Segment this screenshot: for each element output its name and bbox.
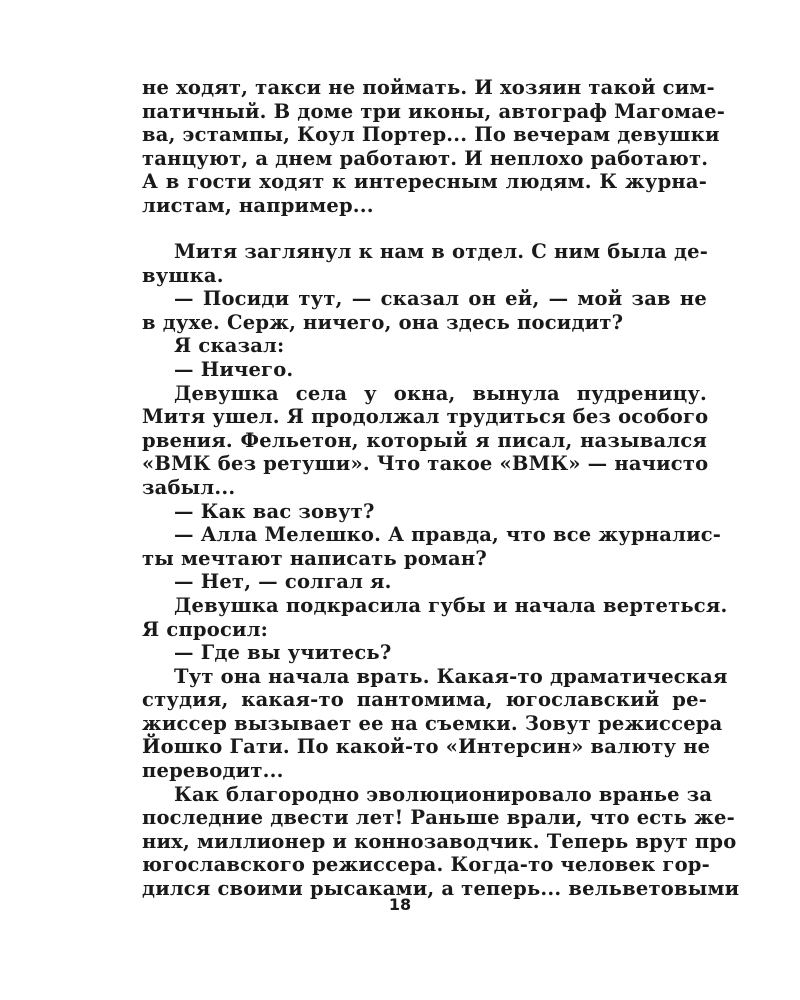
- text-line: жиссер вызывает ее на съемки. Зовут режиссера: [142, 711, 723, 735]
- text-line: вушка.: [142, 263, 224, 287]
- text-line: Йошко Гати. По какой-то «Интерсин» валюту не: [142, 735, 711, 759]
- text-line: Митя заглянул к нам в отдел. С ним была де-: [174, 240, 709, 263]
- text-line: последние двести лет! Раньше врали, что есть же-: [142, 806, 735, 830]
- text-line: Девушка подкрасила губы и начала вертеться.: [174, 593, 728, 617]
- text-line: югославского режиссера. Когда-то человек гор-: [142, 853, 710, 877]
- text-line: ты мечтают написать роман?: [142, 546, 487, 570]
- text-line: патичный. В доме три иконы, автограф Магомае-: [142, 99, 726, 123]
- text-line: Девушка села у окна, вынула пудреницу.: [174, 381, 707, 405]
- text-line: ва, эстампы, Коул Портер... По вечерам девушки: [142, 123, 720, 147]
- page-number: 18: [388, 895, 412, 914]
- text-line: А в гости ходят к интересным людям. К журна-: [142, 170, 707, 194]
- text-section-main: [142, 240, 740, 901]
- text-line: в духе. Серж, ничего, она здесь посидит?: [142, 310, 624, 334]
- text-line: Митя ушел. Я продолжал трудиться без особого: [142, 405, 709, 429]
- text-line: листам, например...: [142, 193, 374, 217]
- text-line: — Посиди тут, — сказал он ей, — мой зав не: [174, 287, 707, 311]
- text-line: дился своими рысаками, а теперь... вельветовыми: [142, 877, 740, 901]
- text-line: Я сказал:: [174, 334, 285, 358]
- text-line: рвения. Фельетон, который я писал, назывался: [142, 428, 707, 452]
- text-line: Я спросил:: [142, 617, 269, 641]
- text-line: — Ничего.: [174, 357, 294, 381]
- text-line: танцуют, а днем работают. И неплохо работают.: [142, 146, 709, 170]
- text-line: переводит...: [142, 759, 284, 783]
- text-line: Тут она начала врать. Какая-то драматическая: [174, 664, 728, 688]
- text-line: забыл...: [142, 475, 236, 499]
- text-line: «ВМК без ретуши». Что такое «ВМК» — начисто: [142, 452, 709, 476]
- text-line: — Нет, — солгал я.: [174, 570, 392, 594]
- text-line: них, миллионер и коннозаводчик. Теперь врут про: [142, 829, 737, 853]
- text-section-top: [142, 76, 726, 218]
- text-line: не ходят, такси не поймать. И хозяин такой сим-: [142, 76, 715, 99]
- text-line: — Где вы учитесь?: [174, 641, 392, 665]
- text-line: студия, какая-то пантомима, югославский ре-: [142, 688, 707, 712]
- text-line: — Как вас зовут?: [174, 499, 375, 523]
- text-line: — Алла Мелешко. А правда, что все журналис-: [174, 523, 722, 547]
- text-line: Как благородно эволюционировало вранье за: [174, 782, 713, 806]
